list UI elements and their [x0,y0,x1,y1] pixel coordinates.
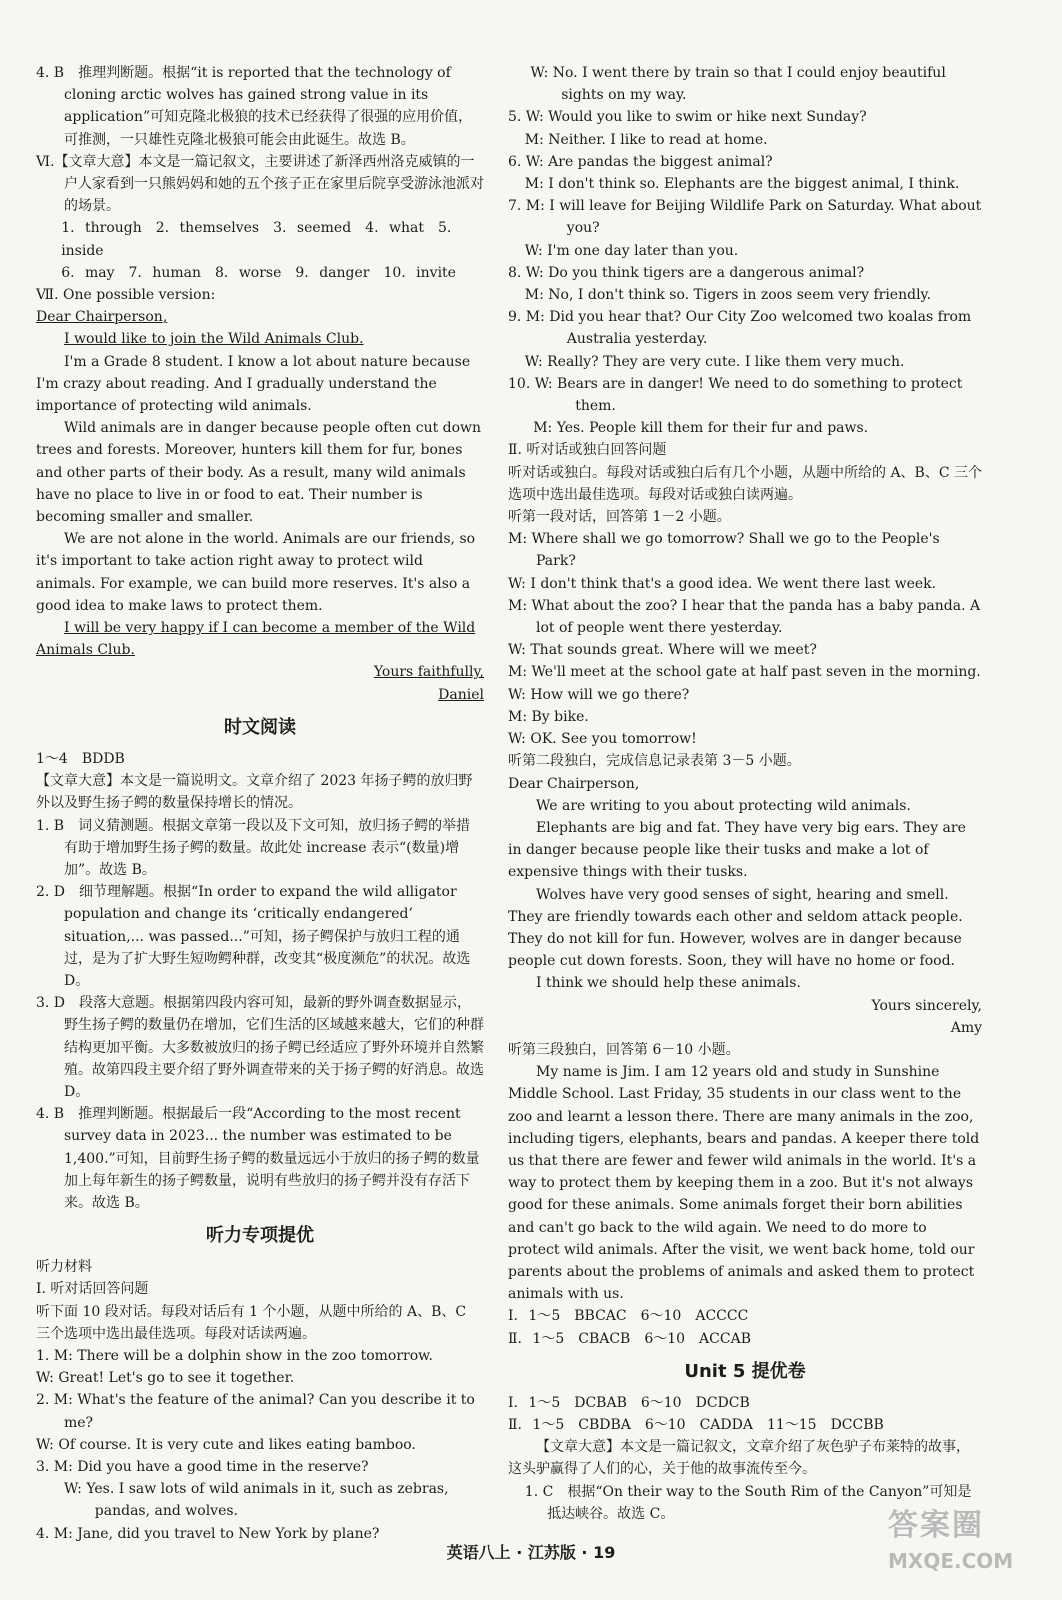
letter-para-4: We are not alone in the world. Animals are our friends, so it's important to take action right away to protect wild animals. For example, we can build more reserves. It's also a good idea to make laws to protect them. [36,531,476,614]
segment-2-signature: Amy [950,1019,982,1036]
dialog-line: W: That sounds great. Where will we meet? [508,642,817,659]
dialog-line: W: Of course. It is very cute and likes eating bamboo. [36,1436,416,1453]
dialog-line: M: No, I don't think so. Tigers in zoos seem very friendly. [524,287,932,304]
unit-summary: 【文章大意】本文是一篇记叙文，文章介绍了灰色驴子布莱特的故事，这头驴赢得了人们的心，关于他的故事流传至今。 [508,1439,970,1478]
segment-1-title: 听第一段对话，回答第 1－2 小题。 [508,509,731,526]
dialog-line: M: What about the zoo? I hear that the panda has a baby panda. A lot of people went there yesterday. [508,597,981,637]
dialog-line: W: No. I went there by train so that I could enjoy beautiful sights on my way. [530,65,946,104]
dialog-line: 4. M: Jane, did you travel to New York by plane? [36,1525,380,1542]
left-column [36,62,484,1545]
reading-answers: 1～4 BDDB [36,750,125,767]
dialog-line: 1. M: There will be a dolphin show in the zoo tomorrow. [36,1347,433,1364]
letter-para-2: I'm a Grade 8 student. I know a lot about nature because I'm crazy about reading. And I gradually understand the importance of protecting wild animals. [36,353,471,415]
dialog-line: 7. M: I will leave for Beijing Wildlife Park on Saturday. What about you? [508,198,982,237]
reading-item-2: 2. D 细节理解题。根据“In order to expand the wild alligator population and change its ‘critically endangered’ situation,... was passed...”可知，扬子鳄保护与放归工程的通过，是为了扩大野生短吻鳄种群，改变其“极度濒危”的状况。故选 D。 [36,884,471,989]
answer-4b-explanation: 4. B 推理判断题。根据“it is reported that the technology of cloning arctic wolves has gained strong value in its application”可知克隆北极狼的技术已经获得了很强的应用价值，可推测，一只雄性克隆北极狼可能会由此诞生。故选 B。 [36,65,473,148]
dialog-line: W: I'm one day later than you. [524,242,739,259]
listening-answers-2: Ⅱ. 1～5 CBACB 6～10 ACCAB [508,1330,751,1347]
watermark-logo [888,1506,1048,1584]
segment-2-closing: Yours sincerely, [871,997,982,1014]
segment-2-para: Wolves have very good senses of sight, hearing and smell. They are friendly towards each other and seldom attack people. They do not kill for fun. However, wolves are in danger because people cut down forests. Soon, they will have no home or food. [508,886,963,970]
dialog-line: W: I don't think that's a good idea. We went there last week. [508,575,937,592]
reading-summary: 【文章大意】本文是一篇说明文。文章介绍了 2023 年扬子鳄的放归野外以及野生扬子鳄的数量保持增长的情况。 [36,773,473,812]
dialog-line: W: How will we go there? [508,686,690,703]
letter-para-1: I would like to join the Wild Animals Club. [64,331,364,348]
segment-2-greeting: Dear Chairperson, [508,775,640,792]
unit-answers-1: Ⅰ. 1～5 DCBAB 6～10 DCDCB [508,1394,750,1411]
segment-2-para: Elephants are big and fat. They have very big ears. They are in danger because people like their tusks and make a lot of expensive things with their tusks. [508,819,966,881]
part-1-instructions: 听下面 10 段对话。每段对话后有 1 个小题，从题中所给的 A、B、C 三个选项中选出最佳选项。每段对话读两遍。 [36,1303,467,1342]
segment-3-para: My name is Jim. I am 12 years old and study in Sunshine Middle School. Last Friday, 35 students in our class went to the zoo and learnt a lesson there. There are many animals in the zoo, including tigers, elephants, bears and pandas. A keeper there told us that there are fewer and fewer wild animals in the world. It's a way to protect them by keeping them in a zoo. But it's not always good for these animals. Some animals forget their born abilities and can't go back to the wild again. We need to do more to protect wild animals. After the visit, we went back home, told our parents about the problems of animals and asked them to protect animals with us. [508,1064,980,1303]
dialog-line: 5. W: Would you like to swim or hike next Sunday? [508,109,867,126]
section-6-answers-1-5: 1. through 2. themselves 3. seemed 4. what 5. inside [61,220,452,259]
heading-current-reading: 时文阅读 [224,716,296,738]
letter-para-3: Wild animals are in danger because people often cut down trees and forests. Moreover, hunters kill them for fur, bones and other parts of their body. As a result, many wild animals have no place to live in or food to eat. Their number is becoming smaller and smaller. [36,420,482,526]
letter-greeting: Dear Chairperson, [36,309,168,326]
watermark-text: 答案圈 [888,1508,984,1543]
heading-listening: 听力专项提优 [206,1225,314,1247]
heading-unit-5: Unit 5 提优卷 [684,1360,806,1382]
page-footer: 英语八上 · 江苏版 · 19 [446,1543,616,1562]
dialog-line: M: Where shall we go tomorrow? Shall we go to the People's Park? [508,531,940,570]
segment-2-para: We are writing to you about protecting wild animals. [536,797,911,814]
reading-item-1: 1. B 词义猜测题。根据文章第一段以及下文可知，放归扬子鳄的举措有助于增加野生扬子鳄的数量。故此处 increase 表示“(数量)增加”。故选 B。 [36,817,471,878]
dialog-line: W: Really? They are very cute. I like them very much. [524,353,905,370]
unit-answers-2: Ⅱ. 1～5 CBDBA 6～10 CADDA 11～15 DCCBB [508,1416,884,1433]
dialog-line: 6. W: Are pandas the biggest animal? [508,153,773,170]
section-6-answers-6-10: 6. may 7. human 8. worse 9. danger 10. invite [61,264,456,281]
dialog-line: M: I don't think so. Elephants are the biggest animal, I think. [524,176,960,193]
dialog-line: M: Neither. I like to read at home. [524,131,768,148]
watermark-url: MXQE.COM [888,1549,1014,1573]
dialog-line: W: Yes. I saw lots of wild animals in it, such as zebras, pandas, and wolves. [64,1481,449,1520]
segment-3-title: 听第三段独白，回答第 6－10 小题。 [508,1041,740,1058]
segment-2-para: I think we should help these animals. [536,975,801,992]
letter-closing: Yours faithfully, [373,664,484,681]
section-6-summary: Ⅵ.【文章大意】本文是一篇记叙文，主要讲述了新泽西州洛克威镇的一户人家看到一只熊妈妈和她的五个孩子正在家里后院享受游泳池派对的场景。 [36,153,484,215]
segment-2-title: 听第二段独白，完成信息记录表第 3－5 小题。 [508,753,801,770]
dialog-line: W: Great! Let's go to see it together. [36,1370,295,1387]
dialog-line: 2. M: What's the feature of the animal? Can you describe it to me? [36,1392,475,1431]
part-2-title: Ⅱ. 听对话或独白回答问题 [508,442,667,459]
part-1-title: Ⅰ. 听对话回答问题 [36,1281,149,1298]
dialog-line: M: Yes. People kill them for their fur and paws. [533,420,869,437]
dialog-line: M: We'll meet at the school gate at half past seven in the morning. [508,664,981,681]
dialog-line: M: By bike. [508,708,589,725]
dialog-line: 10. W: Bears are in danger! We need to do something to protect them. [508,375,963,415]
reading-item-3: 3. D 段落大意题。根据第四段内容可知，最新的野外调查数据显示，野生扬子鳄的数量仍在增加，它们生活的区域越来越大，它们的种群结构更加平衡。大多数被放归的扬子鳄已经适应了野外环境并自然繁殖。故第四段主要介绍了野外调查带来的关于扬子鳄的好消息。故选 D。 [36,995,484,1100]
dialog-line: 9. M: Did you hear that? Our City Zoo welcomed two koalas from Australia yesterday. [508,309,972,348]
dialog-line: W: OK. See you tomorrow! [508,731,697,748]
dialog-line: 3. M: Did you have a good time in the reserve? [36,1458,369,1475]
part-2-instructions: 听对话或独白。每段对话或独白后有几个小题，从题中所给的 A、B、C 三个选项中选出最佳选项。每段对话或独白读两遍。 [508,464,983,503]
letter-signature: Daniel [438,686,484,703]
listening-label: 听力材料 [36,1259,92,1276]
unit-question-1: 1. C 根据“On their way to the South Rim of the Canyon”可知是抵达峡谷。故选 C。 [524,1483,972,1522]
letter-para-5: I will be very happy if I can become a member of the Wild Animals Club. [36,620,476,659]
listening-answers-1: Ⅰ. 1～5 BBCAC 6～10 ACCCC [508,1308,749,1325]
section-7-title: Ⅶ. One possible version: [36,287,216,304]
reading-item-4: 4. B 推理判断题。根据最后一段“According to the most recent survey data in 2023... the number was estimated to be 1,400.”可知，目前野生扬子鳄的数量远远小于放归的扬子鳄的数量加上每年新生的扬子鳄数量，说明有些放归的扬子鳄并没有存活下来。故选 B。 [36,1106,480,1211]
right-column [508,62,982,1525]
dialog-line: 8. W: Do you think tigers are a dangerous animal? [508,264,865,281]
